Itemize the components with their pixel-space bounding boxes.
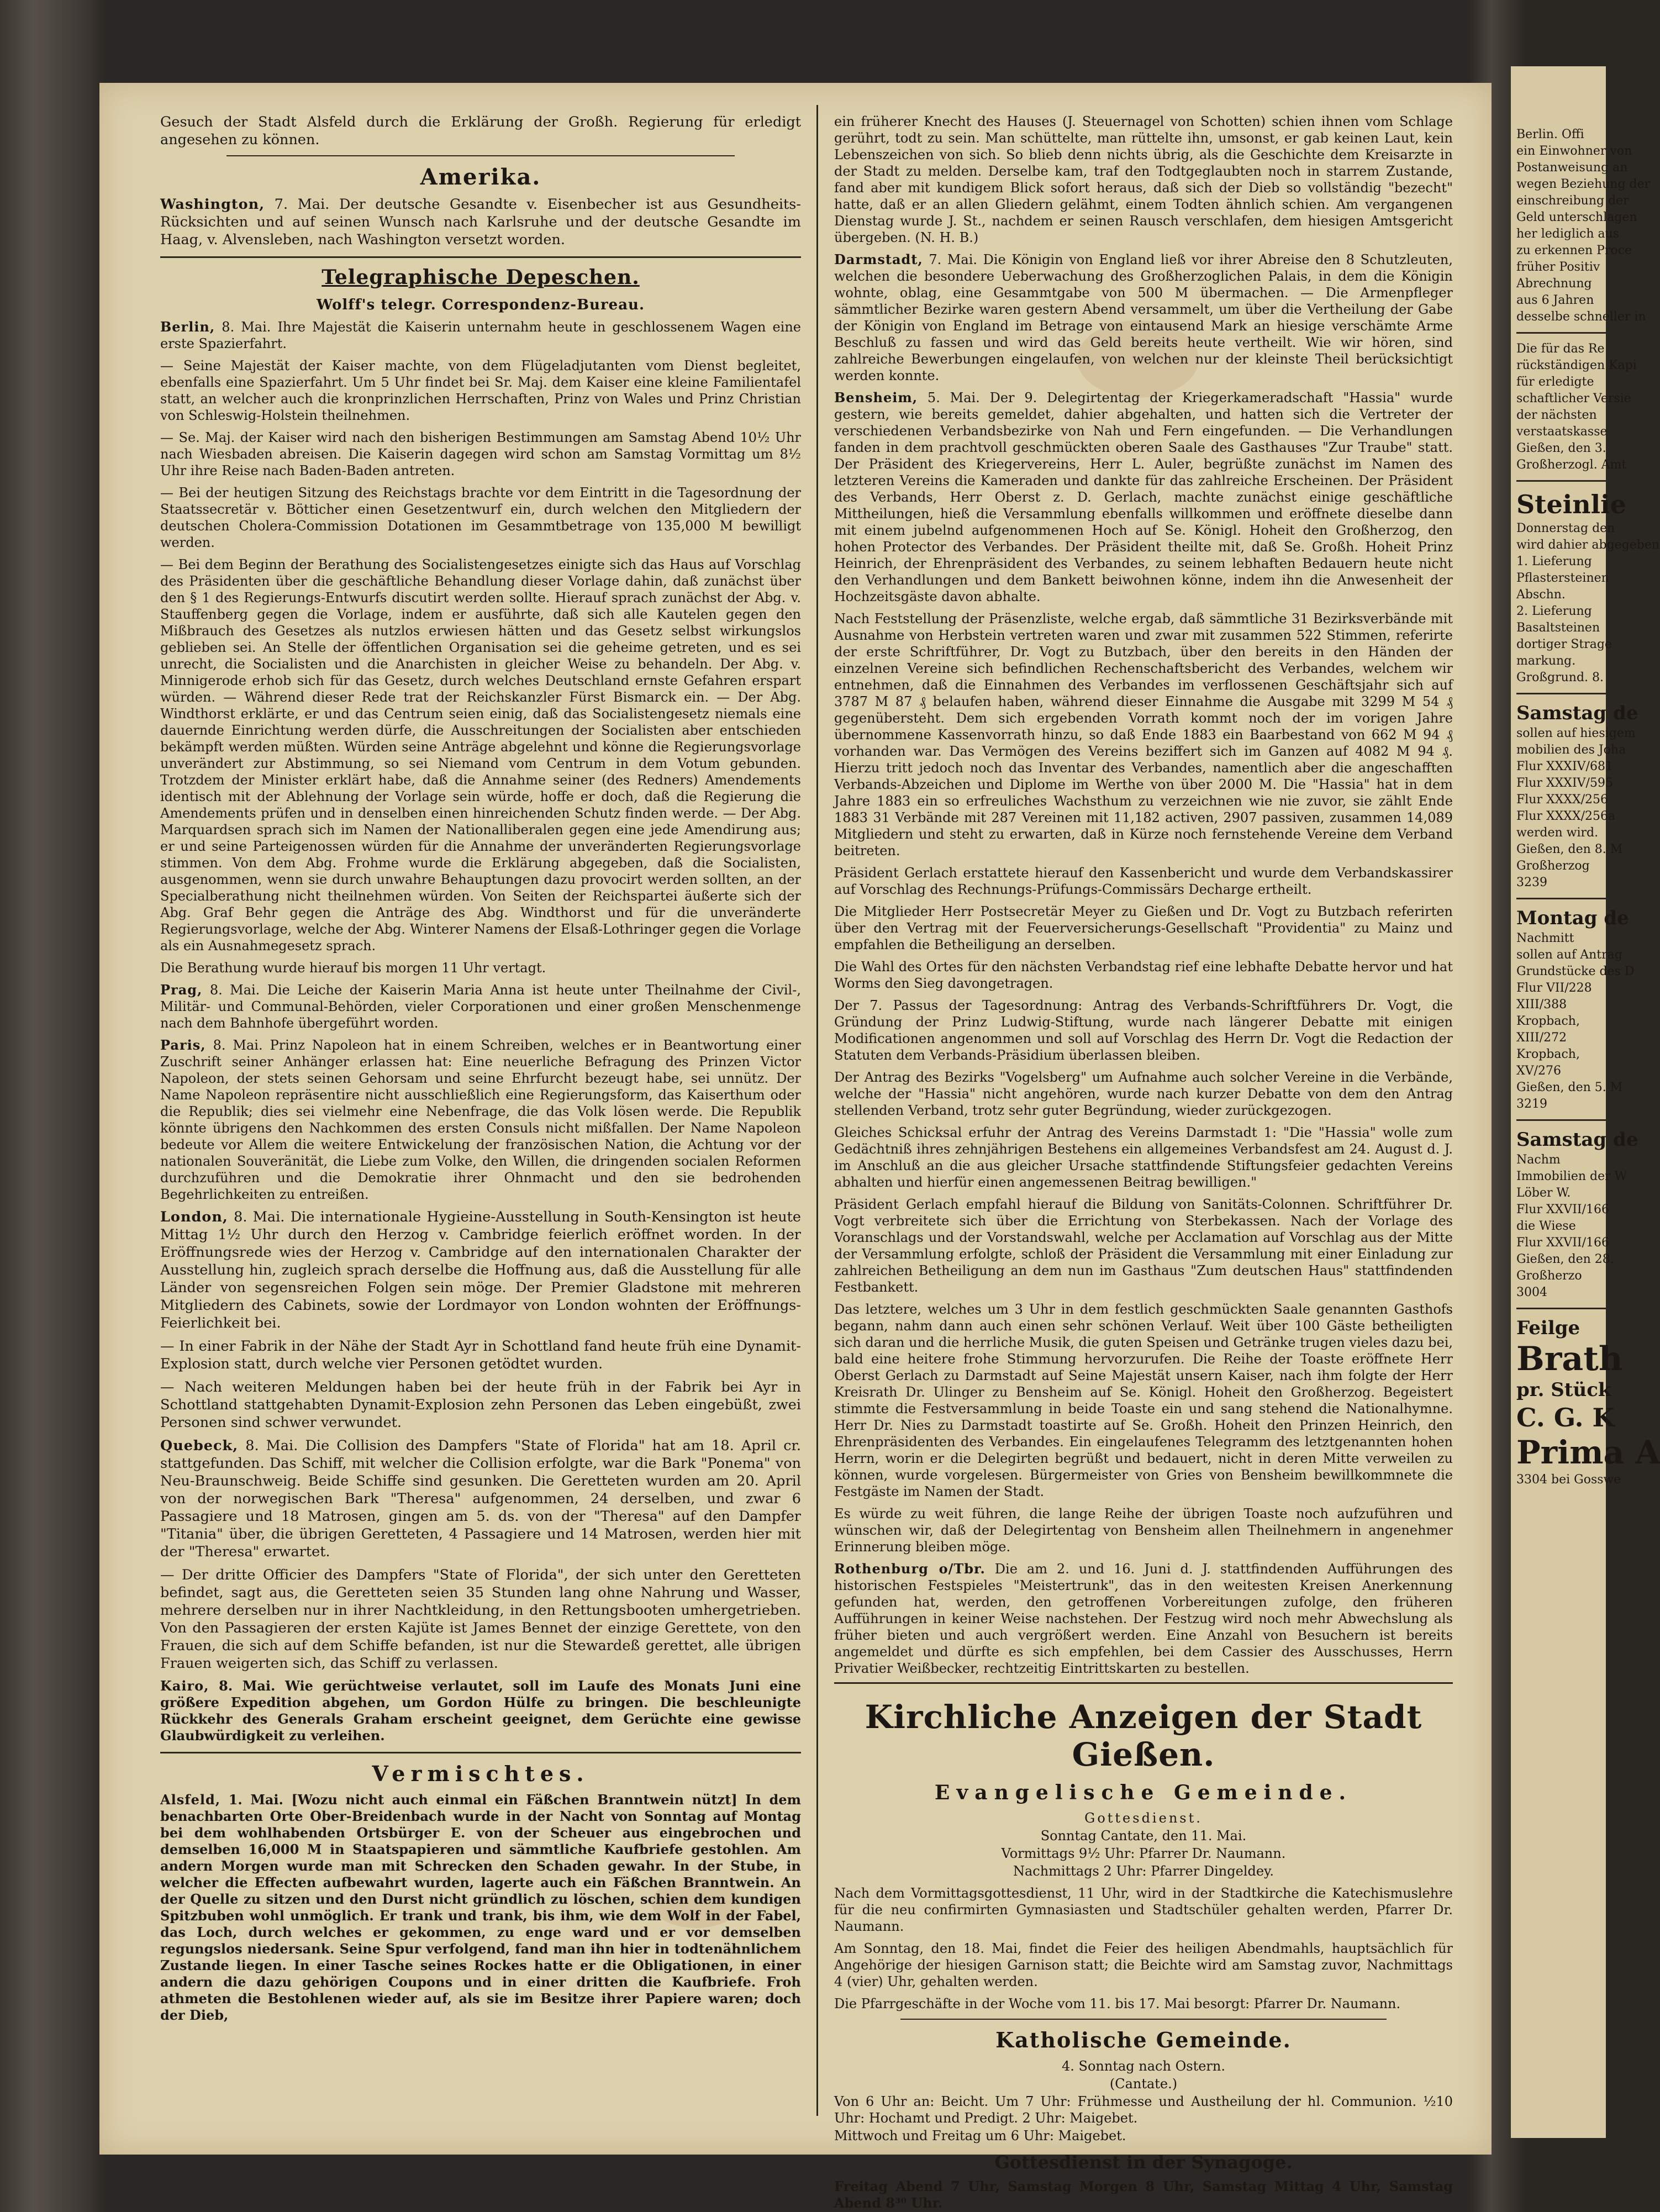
fragment-heading-samstag: Samstag de — [1516, 702, 1638, 724]
alsfeld-block — [160, 1792, 801, 2024]
article-text: 8. Mai. Prinz Napoleon hat in einem Schreiben, welches er in Beantwortung einer Zuschrift seiner Anhänger erlassen hat: Eine neuerliche Befragung des Prinzen Victor Napoleon, der stets seinen Gehorsam und seine Ehrfurcht bezeugt habe, sei unnütz. Der Name Napoleon repräsentire nicht ausschließlich eine Regierungsform, das Kaiserthum oder die Republik; dies sei vielmehr eine Nebenfrage, die das Volk lösen werde. Die Republik könnte übrigens den Nachkommen des ersten Consuls nicht mißfallen. Der Name Napoleon bedeute vor Allem die weitere Entwickelung der französischen Nation, die Achtung vor der nationalen Souveränität, die Liebe zum Volke, den Willen, die dringenden socialen Reformen durchzuführen und die Demokratie ihrer Ohnmacht und den sie bedrohenden Begehrlichkeiten zu entreißen. — [160, 1037, 801, 1202]
section-heading-vermischtes: Vermischtes. — [372, 1761, 589, 1786]
divider — [226, 155, 735, 156]
fragment-heading-prima: Prima A — [1516, 1434, 1660, 1471]
notice-paragraph: Die Pfarrgeschäfte in der Woche vom 11. bis 17. Mai besorgt: Pfarrer Dr. Naumann. — [834, 1996, 1401, 2011]
fragment-line: 2. Lieferung — [1516, 604, 1592, 618]
divider — [1516, 332, 1606, 334]
subheading-synagoge: Gottesdienst in der Synagoge. — [994, 2152, 1293, 2173]
telegrams-block — [160, 319, 801, 1203]
subheading-evangelische-gemeinde: Evangelische Gemeinde. — [934, 1781, 1353, 1804]
article-paragraph: Das letztere, welches um 3 Uhr in dem festlich geschmückten Saale genannten Gasthofs begann, nahm dann auch einen sehr schönen Verlauf. Weit über 100 Gäste betheiligten sich daran und die herrliche Musik, die guten Speisen und Getränke trugen vieles dazu bei, bald eine heitere frohe Stimmung hervorzurufen. Die Reihe der Toaste eröffnete Herr Oberst Gerlach zu Darmstadt auf Seine Majestät unsern Kaiser, nach ihm folgte der Herr Kreisrath Dr. Ulinger zu Bensheim auf Se. Königl. Hoheit den Großherzog. Begeistert stimmte die Festversammlung in beide Toaste ein und sang stehend die Nationalhymne. Herr Dr. Nies zu Darmstadt toastirte auf Se. Großh. Hoheit den Prinzen Heinrich, den Ehrenpräsidenten des Verbandes. Ein eingelaufenes Telegramm des letztgenannten hohen Herrn, worin er die Delegirten begrüßt und bedauert, nicht in deren Mitte verweilen zu können, wurde vorgelesen. Bürgermeister von Gries von Bensheim bewillkommnete die Festgäste im Namen der Stadt. — [834, 1302, 1453, 1499]
dateline-bensheim: Bensheim, — [834, 389, 918, 405]
source-note: (N. H. B.) — [915, 230, 979, 245]
article-paragraph: — Bei der heutigen Sitzung des Reichstags brachte vor dem Eintritt in die Tagesordnung der Staatssecretär v. Bötticher einen Gesetzentwurf ein, durch welchen den Mitgliedern der deutschen Cholera-Commission Dotationen im Gesammtbetrage von 135,000 M bewilligt werden. — [160, 485, 801, 550]
fragment-line: ein Einwohner von — [1516, 144, 1632, 158]
article-paragraph: Der 7. Passus der Tagesordnung: Antrag des Verbands-Schriftführers Dr. Vogt, die Gründung der Prinz Ludwig-Stiftung, wurde nach längerer Debatte mit einigen Modificationen angenommen und soll auf Vorschlag des Herrn Dr. Vogt die Redaction der Statuten dem Verbands-Präsidium überlassen bleiben. — [834, 998, 1453, 1063]
fragment-heading-montag: Montag de — [1516, 907, 1629, 929]
fragment-lines-d — [1516, 1152, 1627, 1283]
article-paragraph: Die Berathung wurde hierauf bis morgen 11 Uhr vertagt. — [160, 960, 546, 976]
article-text: 8. Mai. Die Collision des Dampfers "State of Florida" hat am 18. April cr. stattgefunden. Das Schiff, mit welcher die Collision erfolgte, war die Bark "Ponema" von Neu-Braunschweig. Beide Schiffe sind gesunken. Die Geretteten wurden am 20. April von der norwegischen Bark "Theresa" aufgenommen, 24 derselben, und zwar 6 Passagiere und 18 Matrosen, gingen am 5. ds. von der "Theresa" auf den Dampfer "Titania" über, die übrigen Geretteten, 4 Passagiere und 14 Matrosen, werden hier mit der "Theresa" erwartet. — [160, 1437, 801, 1560]
fragment-line: Großherzo — [1516, 1269, 1582, 1283]
fragment-heading-samstag: Samstag de — [1516, 1129, 1638, 1151]
article-paragraph: — Se. Maj. der Kaiser wird nach den bisherigen Bestimmungen am Samstag Abend 10½ Uhr nach Wiesbaden abreisen. Die Kaiserin dagegen wird schon am Samstag Vormittag um 8½ Uhr ihre Reise nach Baden-Baden antreten. — [160, 430, 801, 478]
fragment-line: Flur VII/228 — [1516, 981, 1592, 995]
news-block — [834, 113, 1453, 1677]
fragment-number-value: 3304 — [1516, 1473, 1547, 1487]
dateline-kairo: Kairo, — [160, 1678, 209, 1694]
fragment-line: Kropbach, — [1516, 1047, 1580, 1061]
article-text: ein früherer Knecht des Hauses (J. Steuernagel von Schotten) schien ihnen vom Schlage gerührt, todt zu sein. Man schüttelte, man rüttelte ihn, umsonst, er gab keinen Laut, kein Lebenszeichen von sich. So blieb denn nichts übrig, als die Geschichte dem Kreisarzte in der Stadt zu melden. Derselbe kam, traf den Todtgeglaubten noch in starrem Zustande, fand aber mit kundigem Blick sofort heraus, daß sich der Dieb so vollständig "bezecht" hatte, daß er an allen Gliedern gelähmt, einem Todten ähnlich schien. Am vergangenen Dienstag wurde J. St., nachdem er seinen Rausch verschlafen, dem hiesigen Amtsgericht übergeben. — [834, 114, 1453, 245]
synagoge-block — [834, 2178, 1453, 2211]
service-morning: Vormittags 9½ Uhr: Pfarrer Dr. Naumann. — [1001, 1846, 1286, 1861]
article-kairo — [160, 1678, 801, 1744]
fragment-line: Flur XXVII/166 — [1516, 1236, 1609, 1250]
fragment-line: früher Positiv — [1516, 260, 1600, 274]
article-text: 8. Mai. Die Leiche der Kaiserin Maria Anna ist heute unter Theilnahme der Civil-, Militär- und Communal-Behörden, vieler Corporationen und einer großen Menschenmenge nach dem Bahnhofe übergeführt worden. — [160, 982, 801, 1031]
article-paris — [160, 1037, 801, 1203]
article-text: 8. Mai. Ihre Majestät die Kaiserin unternahm heute in geschlossenem Wagen eine erste Spazierfahrt. — [160, 319, 802, 351]
fragment-line: die Wiese — [1516, 1219, 1576, 1233]
article-quebeck — [160, 1437, 801, 1561]
fragment-lines-b — [1516, 726, 1636, 873]
fragment-line: 1. Lieferung — [1516, 555, 1592, 568]
article-bensheim — [834, 389, 1453, 605]
article-washington — [160, 196, 801, 249]
adjacent-page-fragment — [1511, 66, 1660, 2138]
column-rule — [816, 105, 818, 2116]
service-afternoon: Nachmittags 2 Uhr: Pfarrer Dingeldey. — [1013, 1863, 1274, 1879]
article-london — [160, 1208, 801, 1332]
divider — [1516, 1308, 1606, 1309]
newspaper-page — [99, 83, 1492, 2211]
divider — [1516, 693, 1606, 694]
fragment-line: Gießen, den 5. M — [1516, 1081, 1623, 1094]
column-left — [160, 113, 801, 2113]
article-paragraph: — Seine Majestät der Kaiser machte, von dem Flügeladjutanten vom Dienst begleitet, ebenfalls eine Spazierfahrt. Um 5 Uhr findet bei Sr. Maj. dem Kaiser eine kleine Familientafel statt, an welcher auch die kronprinzlichen Herrschaften, Prinz von Wales und Prinz Christian von Schleswig-Holstein theilnehmen. — [160, 358, 801, 423]
column-right — [834, 113, 1453, 2211]
service-date: Sonntag Cantate, den 11. Mai. — [1040, 1828, 1247, 1844]
fragment-line: Basaltsteinen — [1516, 621, 1600, 635]
intro-paragraph: Gesuch der Stadt Alsfeld durch die Erklärung der Großh. Regierung für erledigt angesehen zu können. — [160, 114, 801, 148]
fragment-number: 3004 — [1516, 1286, 1547, 1299]
fragment-line: aus 6 Jahren — [1516, 293, 1594, 307]
fragment-lines-mid — [1516, 341, 1637, 472]
dateline-paris: Paris, — [160, 1037, 206, 1053]
divider — [1516, 898, 1606, 899]
fragment-line: desselbe schneller in — [1516, 310, 1646, 324]
article-darmstadt — [834, 251, 1453, 384]
fragment-line: Pflastersteinen — [1516, 571, 1609, 585]
fragment-heading-feilge: Feilge — [1516, 1317, 1580, 1339]
fragment-merchant: C. G. K — [1516, 1403, 1615, 1432]
divider — [900, 2019, 1387, 2020]
dateline-darmstadt: Darmstadt, — [834, 251, 923, 267]
fragment-line: Großherzogl. Amt — [1516, 458, 1627, 472]
article-berlin — [160, 319, 801, 352]
fragment-line: Flur XXXIV/681 — [1516, 760, 1613, 773]
article-paragraph: — In einer Fabrik in der Nähe der Stadt Ayr in Schottland fand heute früh eine Dynamit-Explosion statt, durch welche vier Personen getödtet wurden. — [160, 1338, 801, 1372]
dateline-london: London, — [160, 1209, 228, 1225]
article-paragraph: — Bei dem Beginn der Berathung des Socialistengesetzes einigte sich das Haus auf Vorschlag des Präsidenten über die geschäftliche Behandlung dieser Vorlage dahin, daß zunächst über den § 1 des Regierungs-Entwurfs discutirt werden sollte. Hierauf sprach zunächst der Abg. v. Stauffenberg gegen die Vorlage, indem er ausführte, daß sich alle Kautelen gegen den Mißbrauch des Gesetzes als nutzlos erwiesen hätten und das Gesetz selbst wirkungslos geblieben sei. An Stelle der öffentlichen Organisation sei die geheime getreten, und es sei unrecht, die Socialisten und die Anarchisten in gleicher Weise zu behandeln. Der Abg. v. Minnigerode erhob sich für das Gesetz, durch welches Deutschland ernste Gefahren erspart würden. — Während dieser Rede trat der Reichskanzler Fürst Bismarck ein. — Der Abg. Windthorst erklärte, er und das Centrum seien einig, daß das Socialistengesetz niemals eine dauernde Einrichtung werden dürfe, die Ausschreitungen der Socialisten aber entschieden bekämpft werden müßten. Würden seine Anträge abgelehnt und könne die Regierungsvorlage unverändert zur Abstimmung, so sei Niemand vom Centrum in dem Votum gebunden. Trotzdem der Minister erklärt habe, daß die Annahme seiner (des Redners) Amendements identisch mit der Ablehnung der Vorlage sein würde, hoffe er doch, daß die Regierung die Amendements prüfen und in denselben einen hinreichenden Schutz finden werde. — Der Abg. Marquardsen sprach sich im Namen der Nationalliberalen gegen eine jede Amendirung aus; er und seine Parteigenossen würden für die Annahme der unveränderten Regierungsvorlage stimmen. Von dem Abg. Frohme wurde die Erklärung abgegeben, daß die Socialisten, ausgenommen, wenn sie durch unwahre Behauptungen dazu provocirt werden sollten, an der Specialberathung nicht theilnehmen würden. Von Seiten der Reichspartei äußerte sich der Abg. Graf Behr gegen die Anträge des Abg. Windthorst und für die unveränderte Regierungsvorlage, welche der Abg. Winterer Namens der Elsaß-Lothringer gegen die Vorlage als ein Ausnahmegesetz sprach. — [160, 557, 801, 954]
fragment-line: Gießen, den 28. — [1516, 1252, 1614, 1266]
fragment-line: verstaatskasse — [1516, 425, 1608, 439]
article-alsfeld-continued — [834, 113, 1453, 246]
fragment-line: XV/276 — [1516, 1064, 1561, 1078]
article-rothenburg — [834, 1561, 1453, 1677]
section-heading-amerika: Amerika. — [420, 164, 541, 190]
article-paragraph: Präsident Gerlach empfahl hierauf die Bildung von Sanitäts-Colonnen. Schriftführer Dr. Vogt verbreitete sich über die Errichtung von Sterbekassen. Nach der Vorlage des Voranschlags und der Vorstandswahl, welche per Acclamation auf Vorschlag aus der Mitte der Versammlung erfolgte, schloß der Präsident die Versammlung mit einer Einladung zur zahlreichen Betheiligung an dem nun im Gasthaus "Zum deutschen Haus" stattfindenden Festbankett. — [834, 1197, 1453, 1295]
fragment-number — [1516, 1472, 1621, 1487]
fragment-line: Berlin. Offi — [1516, 128, 1584, 141]
fragment-line: sollen auf hiesigem — [1516, 726, 1636, 740]
evangelische-block — [834, 1810, 1453, 2012]
fragment-content — [1511, 66, 1660, 1487]
article-paragraph: Die Mitglieder Herr Postsecretär Meyer zu Gießen und Dr. Vogt zu Butzbach referirten über den Vertrag mit der Feuerversicherungs-Gesellschaft "Providentia" zu Mainz und empfahlen die Betheiligung an derselben. — [834, 904, 1453, 952]
service-weekday: Mittwoch und Freitag um 6 Uhr: Maigebet. — [834, 2128, 1126, 2143]
dateline-washington: Washington, — [160, 196, 265, 213]
service-label: Gottesdienst. — [1084, 1810, 1203, 1826]
article-paragraph: Nach Feststellung der Präsenzliste, welche ergab, daß sämmtliche 31 Bezirksverbände mit Ausnahme von Herbstein vertreten waren und zwar mit zusammen 522 Stimmen, referirte der erste Schriftführer, Dr. Vogt zu Butzbach, über den bereits in den Händen der einzelnen Vereine sich befindlichen Rechenschaftsbericht des Verbandes, welchem wir entnehmen, daß die Einnahmen des Verbandes im verflossenen Geschäftsjahr sich auf 3787 M 87 ₰ belaufen haben, während dieser Einnahme die Ausgabe mit 3299 M 54 ₰ gegenübersteht. Dem sich ergebenden Vorrath kommt noch der im vorigen Jahre übernommene Kassenvorrath hinzu, so daß Ende 1883 ein Baarbestand von 662 M 94 ₰ vorhanden war. Das Vermögen des Vereins beziffert sich im Ganzen auf 4082 M 94 ₰. Hierzu tritt jedoch noch das Inventar des Verbandes, namentlich aber die angeschafften Verbands-Abzeichen und Diplome im Werthe von über 2000 M. Die "Hassia" hat in dem Jahre 1883 ein so erfreuliches Wachsthum zu verzeichnen wie nie zuvor, sie zählt Ende 1883 31 Verbände mit 287 Vereinen mit 11,182 activen, 2907 passiven, zusammen 14,089 Mitgliedern und steht zu erwarten, daß in Kürze noch fernstehende Vereine dem Verband beitreten. — [834, 611, 1453, 859]
fragment-line: Donnerstag den — [1516, 522, 1615, 535]
fragment-line: Abrechnung — [1516, 277, 1592, 291]
fragment-line: Großherzog — [1516, 859, 1590, 873]
fragment-line: wird dahier abgegeben — [1516, 538, 1660, 552]
subheading-wolff-bureau: Wolff's telegr. Correspondenz-Bureau. — [316, 297, 645, 313]
church-notices — [834, 1682, 1453, 2211]
fragment-line: Kropbach, — [1516, 1014, 1580, 1028]
fragment-line: markung. — [1516, 654, 1576, 668]
article-paragraph: Präsident Gerlach erstattete hierauf den Kassenbericht und wurde dem Verbandskassirer auf Vorschlag des Rechnungs-Prüfungs-Commissärs Decharge ertheilt. — [834, 865, 1453, 897]
fragment-line: Immobilien der W — [1516, 1170, 1627, 1183]
dateline-rothenburg: Rothenburg o/Tbr. — [834, 1561, 986, 1577]
article-text: 8. Mai. Wie gerüchtweise verlautet, soll im Laufe des Monats Juni eine größere Expedition abgehen, um Gordon Hülfe zu bringen. Die beschleunigte Rückkehr des Generals Graham erscheint geeignet, dem Gerüchte eine gewisse Glaubwürdigkeit zu verleihen. — [160, 1678, 802, 1744]
fragment-heading-brath: Brath — [1516, 1340, 1623, 1378]
notice-paragraph: Nach dem Vormittagsgottesdienst, 11 Uhr, wird in der Stadtkirche die Katechismuslehre für die neu confirmirten Gymnasiasten und Stadtschüler gehalten werden, Pfarrer Dr. Naumann. — [834, 1886, 1453, 1934]
divider — [160, 1752, 801, 1753]
article-text: 7. Mai. Die Königin von England ließ vor ihrer Abreise den 8 Schutzleuten, welchen die besondere Ueberwachung des Großherzoglichen Palais, in dem die Königin wohnte, oblag, eine Gesammtgabe von 500 M übermachen. — Die Armenpfleger sämmtlicher Bezirke waren gestern Abend versammelt, um über die Vertheilung der Gabe der Königin von England im Betrage von eintausend Mark an hiesige verschämte Arme Beschluß zu fassen und wird das Geld bereits heute vertheilt. Wie wir hören, sind zahlreiche Bewerbungen eingelaufen, von welchen nur der kleinste Theil berücksichtigt werden konnte. — [834, 252, 1453, 383]
fragment-line: rückständigen Kapi — [1516, 359, 1637, 372]
fragment-line: dortiger Strage — [1516, 638, 1612, 651]
dateline-berlin: Berlin, — [160, 319, 215, 335]
article-text: 5. Mai. Der 9. Delegirtentag der Kriegerkameradschaft "Hassia" wurde gestern, wie bereits gemeldet, dahier abgehalten, und hatten sich die Vertreter der verschiedenen Verbandsbezirke von Nah und Fern eingefunden. — Die Verhandlungen fanden in dem prachtvoll geschmückten oberen Saale des Gasthauses "Zur Traube" statt. Der Präsident des Kriegervereins, Herr L. Auler, begrüßte zunächst im Namen des letzteren Vereins die Kameraden und dankte für das zahlreiche Erscheinen. Der Präsident des Verbands, Herr Oberst z. D. Gerlach, machte zunächst einige geschäftliche Mittheilungen, hieß die Versammlung ebenfalls willkommen und eröffnete dieselbe dann mit einem jubelnd aufgenommenen Hoch auf Se. Königl. Hoheit den Großherzog, den hohen Protector des Verbandes. Der Präsident theilte mit, daß Se. Großh. Hoheit Prinz Heinrich, der Ehrenpräsident des Verbandes, zu seinem lebhaften Bedauern heute nicht den Verhandlungen und dem Bankett beiwohnen könne, indem ihn die Anwesenheit der Hochzeitsgäste davon abhalte. — [834, 390, 1453, 604]
fragment-line: wegen Beziehung der — [1516, 177, 1651, 191]
article-alsfeld — [160, 1792, 801, 2024]
fragment-line: Flur XXXX/256a — [1516, 809, 1616, 823]
dateline-quebeck: Quebeck, — [160, 1437, 239, 1454]
fragment-line: Grundstücke des D — [1516, 965, 1635, 978]
article-paragraph: Der Antrag des Bezirks "Vogelsberg" um Aufnahme auch solcher Vereine in die Verbände, welche der "Hassia" nicht angehören, wurde nach kurzer Debatte von dem den Antrag stellenden Verband, trotz sehr guter Begründung, wieder zurückgezogen. — [834, 1070, 1453, 1118]
fragment-line: einschreibung der — [1516, 194, 1629, 208]
fragment-line: der nächsten — [1516, 408, 1597, 422]
fragment-lines-c — [1516, 931, 1635, 1095]
divider — [1516, 1119, 1606, 1121]
fragment-line: Nachmitt — [1516, 931, 1574, 945]
fragment-lines-top — [1516, 127, 1651, 324]
katholische-block — [834, 2058, 1453, 2144]
fragment-line: sollen auf Antrag — [1516, 948, 1622, 962]
article-paragraph: Die Wahl des Ortes für den nächsten Verbandstag rief eine lebhafte Debatte hervor und hat Worms den Sieg davongetragen. — [834, 959, 1453, 991]
service-cantate: (Cantate.) — [1109, 2076, 1178, 2092]
article-text: 7. Mai. Der deutsche Gesandte v. Eisenbecher ist aus Gesundheits-Rücksichten und auf seinen Wunsch nach Karlsruhe und der deutsche Gesandte im Haag, v. Alvensleben, nach Washington versetzt worden. — [160, 196, 801, 248]
fragment-line: Geld unterschlagen — [1516, 210, 1637, 224]
fragment-line: XIII/272 — [1516, 1031, 1567, 1045]
fragment-heading-steinlie: Steinlie — [1516, 489, 1626, 519]
fragment-line: werden wird. — [1516, 826, 1599, 840]
article-prag — [160, 982, 801, 1031]
fragment-text: bei Gosswe — [1551, 1473, 1621, 1487]
article-text: 1. Mai. [Wozu nicht auch einmal ein Fäßchen Branntwein nützt] In dem benachbarten Orte Ober-Breidenbach wurde in der Nacht von Sonntag auf Montag bei dem wohlhabenden Ortsbürger E. von der Scheuer aus eingebrochen und demselben 16,000 M in Staatspapieren und sämmtliche Kaufbriefe gestohlen. Am andern Morgen wurde man mit Schrecken den Schaden gewahr. In der Stube, in welcher die Effecten aufbewahrt wurden, lagerte auch ein Fäßchen Branntwein. An der Quelle zu sitzen und den Durst nicht gründlich zu löschen, schien dem kundigen Spitzbuben wohl unmöglich. Er trank und trank, bis ihm, wie dem Wolf in der Fabel, das Loch, durch welches er gekommen, zu enge ward und er vor demselben regungslos niedersank. Seine Spur verfolgend, fand man ihn hier in todtenähnlichem Zustande liegen. In einer Tasche seines Rockes hatte er die Obligationen, in einer andern die dazu gehörigen Coupons und in einer dritten die Kaufbriefe. Froh athmeten die Bestohlenen wieder auf, als sie im Besitze ihrer Papiere waren; doch der Dieb, — [160, 1792, 801, 2023]
fragment-line: zu erkennen Proce — [1516, 244, 1632, 257]
fragment-line: Flur XXXX/256 — [1516, 793, 1609, 807]
fragment-number: 3239 — [1516, 876, 1547, 889]
fragment-line: Die für das Re — [1516, 342, 1605, 356]
fragment-line: Flur XXVII/166 — [1516, 1203, 1609, 1216]
fragment-line: Flur XXXIV/595 — [1516, 776, 1613, 790]
service-schedule: Von 6 Uhr an: Beicht. Um 7 Uhr: Frühmesse und Austheilung der hl. Communion. ½10 Uhr: Hochamt und Predigt. 2 Uhr: Maigebet. — [834, 2094, 1453, 2126]
kairo-block — [160, 1678, 801, 1744]
subheading-katholische-gemeinde: Katholische Gemeinde. — [995, 2027, 1292, 2052]
fragment-lines-a — [1516, 521, 1660, 685]
section-heading-kirchliche-anzeigen: Kirchliche Anzeigen der Stadt Gießen. — [865, 1698, 1422, 1773]
fragment-line: Gießen, den 3. — [1516, 441, 1606, 455]
dateline-prag: Prag, — [160, 982, 203, 998]
divider — [1516, 480, 1606, 482]
section-heading-telegraphische-depeschen: Telegraphische Depeschen. — [322, 266, 640, 289]
fragment-price: pr. Stück — [1516, 1379, 1611, 1401]
fragment-line: Gießen, den 8. M — [1516, 842, 1623, 856]
fragment-line: Nachm — [1516, 1153, 1561, 1167]
fragment-line: XIII/388 — [1516, 998, 1567, 1012]
fragment-line: für erledigte — [1516, 375, 1594, 389]
fragment-line: Abschn. — [1516, 588, 1566, 602]
fragment-line: schaftlicher Versie — [1516, 392, 1631, 405]
article-paragraph: Es würde zu weit führen, die lange Reihe der übrigen Toaste noch aufzuführen und wünschen wir, daß der Delegirtentag von Bensheim allen Theilnehmern in angenehmer Erinnerung bleiben möge. — [834, 1506, 1453, 1555]
fragment-line: Postanweisung an — [1516, 161, 1628, 175]
synagoge-times: Freitag Abend 7 Uhr, Samstag Morgen 8 Uhr, Samstag Mittag 4 Uhr, Samstag Abend 8³⁰ Uhr. — [834, 2178, 1453, 2211]
article-text: Die am 2. und 16. Juni d. J. stattfindenden Aufführungen des historischen Festspieles "Meistertrunk", das in den weitesten Kreisen Anerkennung gefunden hat, werden, den getroffenen Vorbereitungen zufolge, den früheren Aufführungen in keiner Weise nachstehen. Der Festzug wird noch mehr Abwechslung als früher bieten und auch vergrößert werden. Eine Anzahl von Besuchern ist bereits angemeldet und dürfte es sich empfehlen, bei dem Cassier des Ausschusses, Herrn Privatier Weißbecker, rechtzeitig Eintrittskarten zu bestellen. — [834, 1561, 1453, 1676]
fragment-number: 3219 — [1516, 1097, 1547, 1111]
dateline-alsfeld: Alsfeld, — [160, 1792, 221, 1808]
fragment-line: her lediglich aus — [1516, 227, 1620, 241]
notice-paragraph: Am Sonntag, den 18. Mai, findet die Feier des heiligen Abendmahls, hauptsächlich für Angehörige der hiesigen Garnison statt; die Beichte wird am Samstag zuvor, Nachmittags 4 (vier) Uhr, gehalten werden. — [834, 1941, 1453, 1989]
fragment-line: Großgrund. 8. — [1516, 671, 1604, 684]
service-sunday: 4. Sonntag nach Ostern. — [1062, 2058, 1225, 2074]
article-text: 8. Mai. Die internationale Hygieine-Ausstellung in South-Kensington ist heute Mittag 1½ Uhr durch den Herzog v. Cambridge feierlich eröffnet worden. In der Eröffnungsrede wies der Herzog v. Cambridge auf den internationalen Charakter der Ausstellung hin, zugleich sprach derselbe die Hoffnung aus, daß die Ausstellung für alle Länder von segensreichen Folgen sein möge. Der Premier Gladstone mit mehreren Mitgliedern des Cabinets, sowie der Lordmayor von London wohnten der Eröffnungs-Feierlichkeit bei. — [160, 1209, 801, 1331]
fragment-line: Löber W. — [1516, 1186, 1571, 1200]
article-paragraph: Gleiches Schicksal erfuhr der Antrag des Vereins Darmstadt 1: "Die "Hassia" wolle zum Gedächtniß ihres zehnjährigen Bestehens ein allgemeines Verbandsfest am 24. August d. J. im Anschluß an die aus gleicher Ursache stattfindende Stiftungsfeier gedachten Vereins abhalten und hierfür einen angemessenen Beitrag bewilligen." — [834, 1125, 1453, 1190]
article-paragraph: — Nach weiteren Meldungen haben bei der heute früh in der Fabrik bei Ayr in Schottland stattgehabten Dynamit-Explosion zehn Personen das Leben eingebüßt, zwei Personen sind schwer verwundet. — [160, 1379, 801, 1431]
article-paragraph: — Der dritte Officier des Dampfers "State of Florida", der sich unter den Geretteten befindet, sagt aus, die Geretteten seien 35 Stunden lang ohne Nahrung und Wasser, mehrere derselben nur in ihrer Nachtkleidung, in den Rettungsbooten umhergetrieben. Von den Passagieren der ersten Kajüte ist James Bennet der einzige Gerettete, von den Frauen, die sich auf dem Schiffe befanden, ist nur die Stewardeß gerettet, alle übrigen Frauen weigerten sich, das Schiff zu verlassen. — [160, 1567, 801, 1672]
fragment-line: mobilien des Joha — [1516, 743, 1626, 757]
divider — [160, 256, 801, 258]
